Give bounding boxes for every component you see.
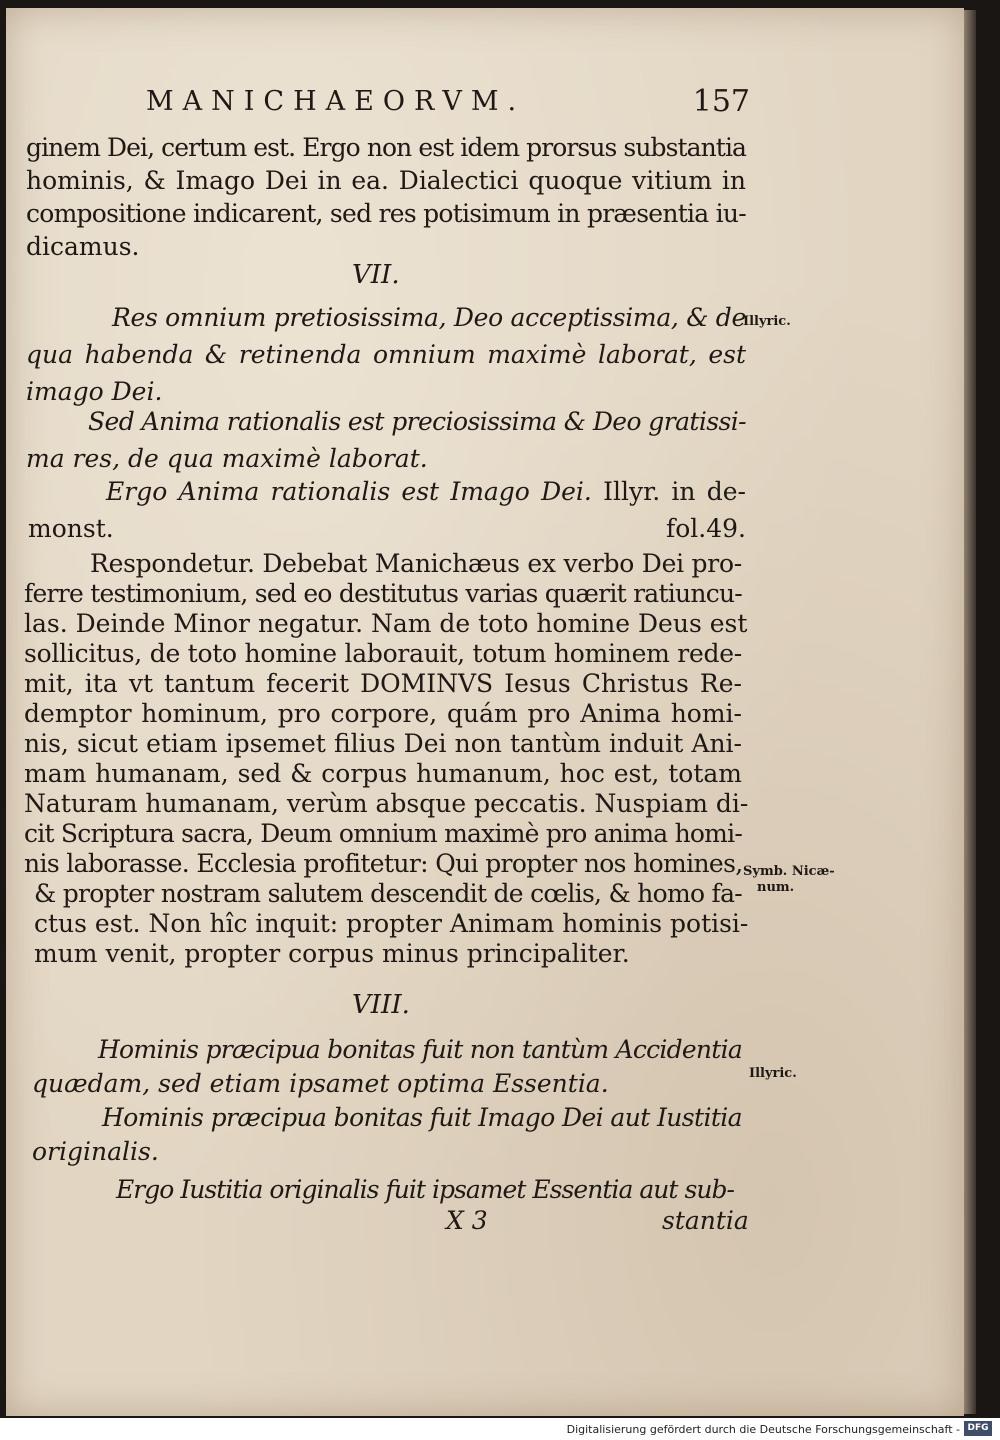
running-header <box>146 86 750 122</box>
text-line: Ergo Iustitia originalis fuit ipsamet Essentia aut sub- <box>116 1175 734 1204</box>
text-line: las. Deinde Minor negatur. Nam de toto homine Deus est <box>24 609 748 638</box>
text-line: mam humanam, sed & corpus humanum, hoc est, totam <box>24 759 742 788</box>
italic-segment: Ergo Anima rationalis est Imago Dei. <box>106 477 604 506</box>
text-line: Respondetur. Debebat Manichæus ex verbo Dei pro- <box>90 549 742 578</box>
margin-note-line: num. <box>757 880 795 895</box>
citation-segment: Illyr. in de- <box>603 477 746 506</box>
text-line: imago Dei. <box>26 377 163 406</box>
page-number: 157 <box>692 84 750 119</box>
margin-note-symb-nicen <box>743 864 835 896</box>
book-page <box>6 8 964 1416</box>
text-line: nis laborasse. Ecclesia profitetur: Qui propter nos homines, <box>24 849 743 878</box>
text-line: hominis, & Imago Dei in ea. Dialectici quoque vitium in <box>26 166 746 195</box>
page-edge <box>964 10 976 1414</box>
text-line: cit Scriptura sacra, Deum omnium maximè pro anima homi- <box>24 819 742 848</box>
text-line: mit, ita vt tantum fecerit DOMINVS Iesus Christus Re- <box>24 669 742 698</box>
section-number: VIII. <box>352 990 410 1020</box>
text-line: originalis. <box>32 1137 159 1166</box>
text-line: ma res, de qua maximè laborat. <box>26 444 428 473</box>
footer-credit: Digitalisierung gefördert durch die Deutsche Forschungsgemeinschaft - <box>566 1423 960 1436</box>
text-line: ferre testimonium, sed eo destitutus varias quærit ratiuncu- <box>24 579 742 608</box>
text-line: qua habenda & retinenda omnium maximè laborat, est <box>26 340 746 369</box>
text-line: compositione indicarent, sed res potisimum in præsentia iu- <box>26 199 746 228</box>
text-line: nis, sicut etiam ipsemet filius Dei non tantùm induit Ani- <box>24 729 742 758</box>
text-line: Sed Anima rationalis est preciosissima & Deo gratissi- <box>88 407 746 436</box>
text-line: Res omnium pretiosissima, Deo acceptissima, & de <box>112 303 746 332</box>
text-line: quædam, sed etiam ipsamet optima Essentia. <box>32 1069 609 1098</box>
text-line: mum venit, propter corpus minus principaliter. <box>34 939 630 968</box>
text-line: ginem Dei, certum est. Ergo non est idem prorsus substantia <box>26 133 746 162</box>
signature-mark: X 3 <box>446 1206 488 1235</box>
dfg-logo: DFG <box>964 1421 992 1436</box>
text-line: dicamus. <box>26 232 140 261</box>
catchword: stantia <box>662 1206 749 1235</box>
margin-note-illyric-2: Illyric. <box>749 1066 797 1081</box>
running-title: MANICHAEORVM. <box>146 86 526 117</box>
text-line: sollicitus, de toto homine laborauit, totum hominem rede- <box>24 639 742 668</box>
margin-note-illyric-1: Illyric. <box>743 314 791 329</box>
text-line: ctus est. Non hîc inquit: propter Animam hominis potisi- <box>34 909 749 938</box>
text-line: demptor hominum, pro corpore, quám pro Anima homi- <box>24 699 742 728</box>
text-line: Naturam humanam, verùm absque peccatis. Nuspiam di- <box>24 789 749 818</box>
text-line: monst. fol.49. <box>28 514 746 543</box>
margin-note-line: Symb. Nicæ- <box>743 864 835 879</box>
text-line <box>106 476 746 508</box>
text-line: Hominis præcipua bonitas fuit Imago Dei aut Iustitia <box>102 1103 742 1132</box>
section-number: VII. <box>352 260 400 290</box>
text-line: & propter nostram salutem descendit de cœlis, & homo fa- <box>34 879 742 908</box>
text-line: Hominis præcipua bonitas fuit non tantùm Accidentia <box>98 1035 742 1064</box>
